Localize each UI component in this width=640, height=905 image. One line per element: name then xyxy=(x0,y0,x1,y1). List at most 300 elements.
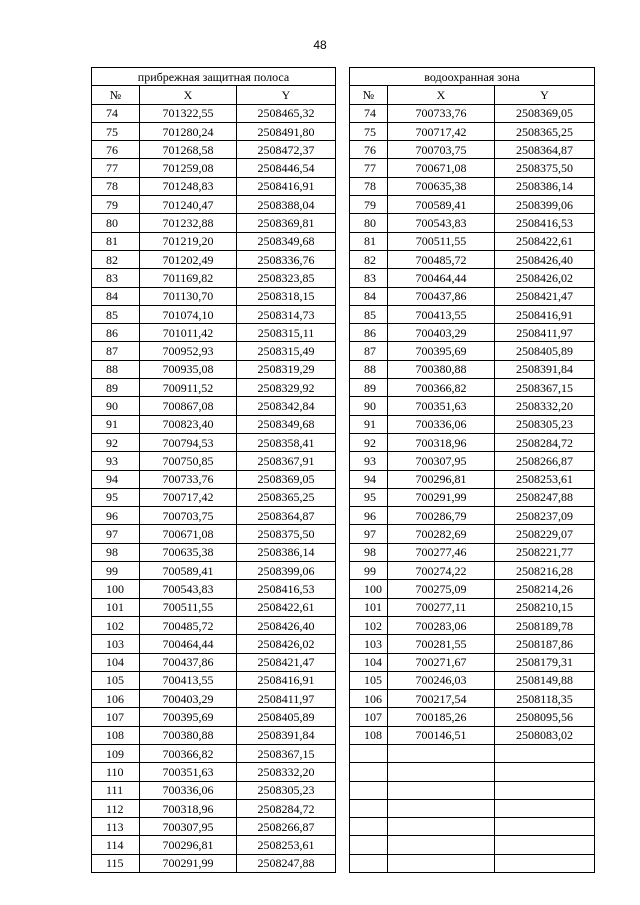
left-cell-y: 2508391,84 xyxy=(237,726,336,744)
right-cell-y: 2508237,09 xyxy=(495,507,595,525)
table-row xyxy=(92,854,595,872)
right-cell-y: 2508118,35 xyxy=(495,690,595,708)
right-cell-x: 700671,08 xyxy=(388,159,495,177)
table-gap xyxy=(336,763,350,781)
table-gap xyxy=(336,415,350,433)
right-cell-number: 82 xyxy=(350,250,388,268)
right-cell-x: 700281,55 xyxy=(388,635,495,653)
table-gap xyxy=(336,452,350,470)
table-gap xyxy=(336,122,350,140)
table-row xyxy=(92,415,595,433)
left-cell-x: 700296,81 xyxy=(140,836,237,854)
left-cell-y: 2508342,84 xyxy=(237,397,336,415)
table-gap xyxy=(336,250,350,268)
left-cell-number: 86 xyxy=(92,324,140,342)
right-cell-number: 106 xyxy=(350,690,388,708)
table-row xyxy=(92,635,595,653)
left-cell-y: 2508336,76 xyxy=(237,250,336,268)
left-cell-y: 2508253,61 xyxy=(237,836,336,854)
right-cell-x: 700277,11 xyxy=(388,598,495,616)
right-cell-number: 107 xyxy=(350,708,388,726)
table-row xyxy=(92,360,595,378)
table-row xyxy=(92,488,595,506)
right-cell-x: 700733,76 xyxy=(388,104,495,122)
left-cell-number: 113 xyxy=(92,818,140,836)
left-cell-number: 76 xyxy=(92,141,140,159)
table-row xyxy=(92,818,595,836)
left-cell-x: 701322,55 xyxy=(140,104,237,122)
right-cell-number: 74 xyxy=(350,104,388,122)
left-cell-y: 2508421,47 xyxy=(237,653,336,671)
left-cell-number: 100 xyxy=(92,580,140,598)
right-cell-number: 77 xyxy=(350,159,388,177)
right-cell-y xyxy=(495,744,595,762)
right-cell-x: 700464,44 xyxy=(388,269,495,287)
left-cell-number: 94 xyxy=(92,470,140,488)
right-cell-y xyxy=(495,781,595,799)
left-col-y-header: Y xyxy=(237,86,336,104)
table-row xyxy=(92,214,595,232)
right-cell-number: 103 xyxy=(350,635,388,653)
right-cell-x: 700291,99 xyxy=(388,488,495,506)
left-col-number-header: № xyxy=(92,86,140,104)
right-cell-y: 2508083,02 xyxy=(495,726,595,744)
right-cell-y xyxy=(495,836,595,854)
right-cell-y: 2508229,07 xyxy=(495,525,595,543)
table-gap xyxy=(336,86,350,104)
table-gap xyxy=(336,635,350,653)
left-cell-y: 2508388,04 xyxy=(237,196,336,214)
table-row xyxy=(92,781,595,799)
right-cell-number: 108 xyxy=(350,726,388,744)
right-cell-number xyxy=(350,744,388,762)
right-cell-x: 700286,79 xyxy=(388,507,495,525)
right-cell-number: 86 xyxy=(350,324,388,342)
left-cell-y: 2508266,87 xyxy=(237,818,336,836)
right-cell-x: 700717,42 xyxy=(388,122,495,140)
table-gap xyxy=(336,836,350,854)
right-cell-number xyxy=(350,836,388,854)
left-cell-x: 701259,08 xyxy=(140,159,237,177)
left-cell-x: 700318,96 xyxy=(140,799,237,817)
right-col-number-header: № xyxy=(350,86,388,104)
table-gap xyxy=(336,488,350,506)
left-cell-x: 701202,49 xyxy=(140,250,237,268)
right-cell-x: 700146,51 xyxy=(388,726,495,744)
right-cell-y: 2508247,88 xyxy=(495,488,595,506)
table-title-row xyxy=(92,68,595,86)
left-cell-number: 96 xyxy=(92,507,140,525)
table-gap xyxy=(336,196,350,214)
left-cell-x: 700511,55 xyxy=(140,598,237,616)
left-cell-x: 700911,52 xyxy=(140,379,237,397)
right-cell-number: 91 xyxy=(350,415,388,433)
right-cell-y: 2508284,72 xyxy=(495,433,595,451)
table-row xyxy=(92,525,595,543)
left-cell-number: 98 xyxy=(92,543,140,561)
table-row xyxy=(92,342,595,360)
left-cell-y: 2508284,72 xyxy=(237,799,336,817)
table-row xyxy=(92,452,595,470)
left-cell-y: 2508332,20 xyxy=(237,763,336,781)
right-cell-number xyxy=(350,799,388,817)
right-cell-y: 2508369,05 xyxy=(495,104,595,122)
table-row xyxy=(92,726,595,744)
left-cell-number: 108 xyxy=(92,726,140,744)
table-row xyxy=(92,708,595,726)
left-cell-x: 701011,42 xyxy=(140,324,237,342)
right-cell-y xyxy=(495,854,595,872)
right-cell-number: 81 xyxy=(350,232,388,250)
right-cell-x: 700246,03 xyxy=(388,671,495,689)
left-cell-x: 700543,83 xyxy=(140,580,237,598)
left-cell-y: 2508426,02 xyxy=(237,635,336,653)
table-row xyxy=(92,543,595,561)
left-cell-number: 103 xyxy=(92,635,140,653)
table-row xyxy=(92,196,595,214)
right-cell-x: 700336,06 xyxy=(388,415,495,433)
left-cell-x: 701268,58 xyxy=(140,141,237,159)
table-row xyxy=(92,653,595,671)
right-cell-x: 700366,82 xyxy=(388,379,495,397)
table-row xyxy=(92,799,595,817)
table-row xyxy=(92,616,595,634)
left-cell-number: 99 xyxy=(92,562,140,580)
right-cell-x: 700403,29 xyxy=(388,324,495,342)
left-cell-x: 700366,82 xyxy=(140,744,237,762)
table-gap xyxy=(336,379,350,397)
right-cell-y: 2508391,84 xyxy=(495,360,595,378)
left-cell-x: 700464,44 xyxy=(140,635,237,653)
right-cell-number: 101 xyxy=(350,598,388,616)
left-cell-y: 2508367,91 xyxy=(237,452,336,470)
table-gap xyxy=(336,580,350,598)
right-cell-number: 98 xyxy=(350,543,388,561)
right-cell-number: 90 xyxy=(350,397,388,415)
left-cell-x: 700437,86 xyxy=(140,653,237,671)
left-cell-number: 88 xyxy=(92,360,140,378)
left-cell-x: 700935,08 xyxy=(140,360,237,378)
right-cell-x: 700589,41 xyxy=(388,196,495,214)
left-cell-number: 92 xyxy=(92,433,140,451)
right-cell-number: 97 xyxy=(350,525,388,543)
left-cell-y: 2508411,97 xyxy=(237,690,336,708)
right-cell-number: 83 xyxy=(350,269,388,287)
left-cell-number: 91 xyxy=(92,415,140,433)
right-cell-number xyxy=(350,763,388,781)
table-row xyxy=(92,232,595,250)
table-row xyxy=(92,433,595,451)
right-cell-number: 94 xyxy=(350,470,388,488)
right-cell-number: 102 xyxy=(350,616,388,634)
table-gap xyxy=(336,507,350,525)
right-cell-y: 2508221,77 xyxy=(495,543,595,561)
left-cell-number: 80 xyxy=(92,214,140,232)
right-cell-x xyxy=(388,836,495,854)
left-cell-x: 700750,85 xyxy=(140,452,237,470)
left-cell-x: 700291,99 xyxy=(140,854,237,872)
right-cell-x xyxy=(388,854,495,872)
table-row xyxy=(92,690,595,708)
table-row xyxy=(92,122,595,140)
table-gap xyxy=(336,799,350,817)
right-cell-y: 2508179,31 xyxy=(495,653,595,671)
left-cell-y: 2508315,49 xyxy=(237,342,336,360)
right-cell-number: 75 xyxy=(350,122,388,140)
table-row xyxy=(92,324,595,342)
left-cell-y: 2508349,68 xyxy=(237,232,336,250)
left-cell-x: 700403,29 xyxy=(140,690,237,708)
right-cell-x: 700217,54 xyxy=(388,690,495,708)
right-cell-y: 2508365,25 xyxy=(495,122,595,140)
left-cell-y: 2508491,80 xyxy=(237,122,336,140)
table-row xyxy=(92,562,595,580)
table-row xyxy=(92,598,595,616)
right-cell-x: 700282,69 xyxy=(388,525,495,543)
right-cell-number: 105 xyxy=(350,671,388,689)
right-cell-y xyxy=(495,818,595,836)
table-gap xyxy=(336,690,350,708)
left-cell-number: 107 xyxy=(92,708,140,726)
right-cell-number: 104 xyxy=(350,653,388,671)
right-cell-number: 93 xyxy=(350,452,388,470)
right-cell-number: 78 xyxy=(350,177,388,195)
right-cell-y: 2508214,26 xyxy=(495,580,595,598)
right-cell-y: 2508253,61 xyxy=(495,470,595,488)
left-cell-x: 700733,76 xyxy=(140,470,237,488)
table-row xyxy=(92,580,595,598)
right-cell-number: 76 xyxy=(350,141,388,159)
right-cell-number: 99 xyxy=(350,562,388,580)
table-gap xyxy=(336,287,350,305)
right-cell-y: 2508216,28 xyxy=(495,562,595,580)
right-cell-number xyxy=(350,854,388,872)
left-cell-y: 2508386,14 xyxy=(237,543,336,561)
left-cell-y: 2508405,89 xyxy=(237,708,336,726)
right-cell-number: 88 xyxy=(350,360,388,378)
right-cell-x: 700395,69 xyxy=(388,342,495,360)
right-cell-x: 700511,55 xyxy=(388,232,495,250)
right-cell-x xyxy=(388,799,495,817)
right-cell-number: 79 xyxy=(350,196,388,214)
left-cell-number: 81 xyxy=(92,232,140,250)
table-gap xyxy=(336,269,350,287)
left-cell-x: 700703,75 xyxy=(140,507,237,525)
table-gap xyxy=(336,781,350,799)
left-cell-number: 79 xyxy=(92,196,140,214)
right-cell-x xyxy=(388,818,495,836)
table-gap xyxy=(336,470,350,488)
table-row xyxy=(92,836,595,854)
table-gap xyxy=(336,324,350,342)
table-row xyxy=(92,177,595,195)
right-cell-x: 700296,81 xyxy=(388,470,495,488)
left-cell-y: 2508369,05 xyxy=(237,470,336,488)
table-row xyxy=(92,159,595,177)
left-cell-number: 95 xyxy=(92,488,140,506)
left-cell-number: 104 xyxy=(92,653,140,671)
left-cell-y: 2508367,15 xyxy=(237,744,336,762)
table-row xyxy=(92,671,595,689)
left-col-x-header: X xyxy=(140,86,237,104)
left-cell-y: 2508323,85 xyxy=(237,269,336,287)
left-cell-y: 2508416,91 xyxy=(237,671,336,689)
right-cell-x xyxy=(388,744,495,762)
right-cell-number: 92 xyxy=(350,433,388,451)
table-gap xyxy=(336,360,350,378)
left-cell-x: 701240,47 xyxy=(140,196,237,214)
right-cell-x: 700437,86 xyxy=(388,287,495,305)
table-gap xyxy=(336,433,350,451)
left-cell-number: 84 xyxy=(92,287,140,305)
left-cell-y: 2508349,68 xyxy=(237,415,336,433)
right-cell-y: 2508095,56 xyxy=(495,708,595,726)
right-cell-x: 700283,06 xyxy=(388,616,495,634)
left-cell-y: 2508364,87 xyxy=(237,507,336,525)
left-cell-number: 112 xyxy=(92,799,140,817)
left-cell-y: 2508465,32 xyxy=(237,104,336,122)
left-cell-number: 115 xyxy=(92,854,140,872)
right-cell-y xyxy=(495,799,595,817)
table-row xyxy=(92,269,595,287)
left-cell-x: 701219,20 xyxy=(140,232,237,250)
left-cell-x: 700867,08 xyxy=(140,397,237,415)
table-gap xyxy=(336,562,350,580)
right-cell-x: 700307,95 xyxy=(388,452,495,470)
right-cell-y: 2508422,61 xyxy=(495,232,595,250)
left-cell-number: 106 xyxy=(92,690,140,708)
left-cell-y: 2508314,73 xyxy=(237,305,336,323)
table-gap xyxy=(336,104,350,122)
right-cell-x: 700277,46 xyxy=(388,543,495,561)
right-cell-number: 89 xyxy=(350,379,388,397)
table-row xyxy=(92,744,595,762)
right-cell-x xyxy=(388,763,495,781)
right-cell-number: 100 xyxy=(350,580,388,598)
right-col-y-header: Y xyxy=(495,86,595,104)
table-gap xyxy=(336,818,350,836)
table-gap xyxy=(336,653,350,671)
left-cell-x: 700635,38 xyxy=(140,543,237,561)
table-row xyxy=(92,250,595,268)
right-cell-number xyxy=(350,818,388,836)
left-cell-number: 109 xyxy=(92,744,140,762)
left-cell-x: 701130,70 xyxy=(140,287,237,305)
table-row xyxy=(92,141,595,159)
left-cell-x: 700717,42 xyxy=(140,488,237,506)
right-cell-y: 2508189,78 xyxy=(495,616,595,634)
table-gap xyxy=(336,854,350,872)
left-cell-number: 93 xyxy=(92,452,140,470)
left-cell-y: 2508422,61 xyxy=(237,598,336,616)
table-gap xyxy=(336,159,350,177)
left-cell-number: 77 xyxy=(92,159,140,177)
left-cell-x: 701280,24 xyxy=(140,122,237,140)
left-cell-number: 105 xyxy=(92,671,140,689)
right-cell-y: 2508386,14 xyxy=(495,177,595,195)
left-cell-y: 2508305,23 xyxy=(237,781,336,799)
left-cell-y: 2508416,91 xyxy=(237,177,336,195)
left-cell-x: 701232,88 xyxy=(140,214,237,232)
right-cell-x: 700380,88 xyxy=(388,360,495,378)
right-cell-number: 87 xyxy=(350,342,388,360)
table-gap xyxy=(336,525,350,543)
right-cell-y: 2508375,50 xyxy=(495,159,595,177)
left-cell-number: 114 xyxy=(92,836,140,854)
table-gap xyxy=(336,177,350,195)
left-cell-number: 74 xyxy=(92,104,140,122)
table-gap xyxy=(336,214,350,232)
table-gap xyxy=(336,744,350,762)
table-row xyxy=(92,397,595,415)
left-cell-y: 2508358,41 xyxy=(237,433,336,451)
left-cell-x: 700351,63 xyxy=(140,763,237,781)
left-cell-number: 101 xyxy=(92,598,140,616)
left-cell-x: 700413,55 xyxy=(140,671,237,689)
right-cell-y: 2508426,02 xyxy=(495,269,595,287)
table-row xyxy=(92,287,595,305)
right-cell-y: 2508416,53 xyxy=(495,214,595,232)
right-table-title: водоохранная зона xyxy=(350,68,595,86)
right-cell-y: 2508399,06 xyxy=(495,196,595,214)
left-cell-y: 2508416,53 xyxy=(237,580,336,598)
right-cell-number: 80 xyxy=(350,214,388,232)
left-cell-number: 85 xyxy=(92,305,140,323)
right-cell-y: 2508305,23 xyxy=(495,415,595,433)
right-cell-x xyxy=(388,781,495,799)
table-row xyxy=(92,104,595,122)
left-cell-number: 83 xyxy=(92,269,140,287)
table-gap xyxy=(336,68,350,86)
left-cell-number: 89 xyxy=(92,379,140,397)
left-cell-y: 2508426,40 xyxy=(237,616,336,634)
right-cell-x: 700485,72 xyxy=(388,250,495,268)
left-cell-x: 701248,83 xyxy=(140,177,237,195)
right-cell-number: 96 xyxy=(350,507,388,525)
left-cell-y: 2508369,81 xyxy=(237,214,336,232)
table-gap xyxy=(336,708,350,726)
left-cell-x: 700794,53 xyxy=(140,433,237,451)
right-cell-y: 2508367,15 xyxy=(495,379,595,397)
left-cell-number: 75 xyxy=(92,122,140,140)
right-cell-x: 700274,22 xyxy=(388,562,495,580)
left-cell-y: 2508365,25 xyxy=(237,488,336,506)
left-cell-number: 111 xyxy=(92,781,140,799)
left-cell-x: 701169,82 xyxy=(140,269,237,287)
table-gap xyxy=(336,726,350,744)
left-cell-x: 700395,69 xyxy=(140,708,237,726)
right-cell-y: 2508426,40 xyxy=(495,250,595,268)
left-cell-x: 700671,08 xyxy=(140,525,237,543)
left-cell-y: 2508329,92 xyxy=(237,379,336,397)
table-gap xyxy=(336,598,350,616)
right-cell-x: 700635,38 xyxy=(388,177,495,195)
left-cell-number: 78 xyxy=(92,177,140,195)
left-cell-number: 102 xyxy=(92,616,140,634)
left-cell-number: 87 xyxy=(92,342,140,360)
left-cell-x: 700952,93 xyxy=(140,342,237,360)
table-row xyxy=(92,305,595,323)
right-cell-x: 700318,96 xyxy=(388,433,495,451)
right-cell-number: 85 xyxy=(350,305,388,323)
right-cell-y: 2508210,15 xyxy=(495,598,595,616)
left-cell-number: 110 xyxy=(92,763,140,781)
table-row xyxy=(92,763,595,781)
right-cell-number xyxy=(350,781,388,799)
right-cell-y: 2508416,91 xyxy=(495,305,595,323)
right-cell-y: 2508266,87 xyxy=(495,452,595,470)
left-cell-y: 2508315,11 xyxy=(237,324,336,342)
